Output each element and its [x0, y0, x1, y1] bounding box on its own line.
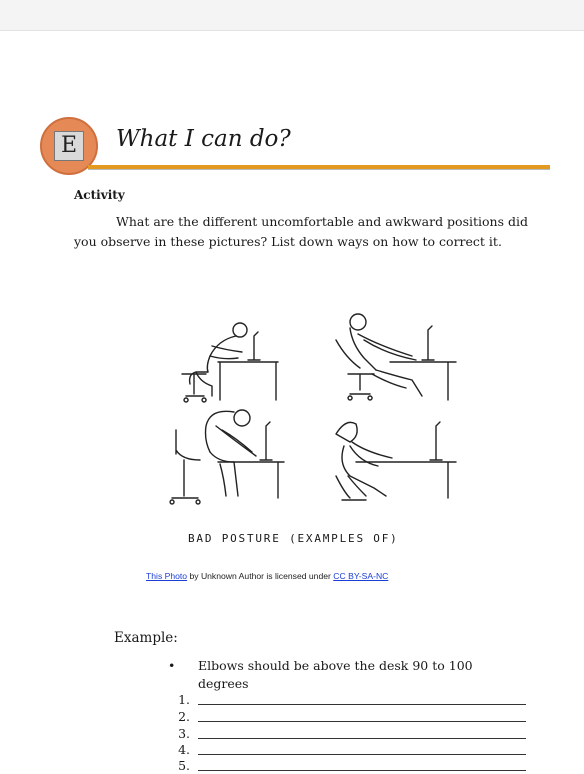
image-credit	[146, 571, 388, 581]
activity-label: Activity	[74, 188, 125, 202]
section-letter: E	[54, 131, 84, 161]
posture-figure-reclined	[336, 314, 456, 400]
credit-text: by Unknown Author is licensed under	[187, 571, 334, 581]
blank-line	[198, 738, 526, 739]
posture-figure-hunched	[182, 323, 278, 402]
posture-figure-leaning	[336, 422, 456, 500]
activity-instructions: What are the different uncomfortable and awkward positions did you observe in these pictures? List down ways on how to correct it.	[74, 214, 528, 249]
answer-number: 3.	[178, 726, 190, 741]
viewer-top-bar	[0, 0, 584, 31]
blank-line	[198, 770, 526, 771]
bullet-marker: •	[168, 658, 176, 673]
photo-link[interactable]: This Photo	[146, 571, 188, 581]
answer-number: 5.	[178, 758, 190, 773]
answer-number: 1.	[178, 692, 190, 707]
illustration-caption: BAD POSTURE (EXAMPLES OF)	[188, 532, 399, 545]
title-underline-shadow	[88, 169, 550, 170]
section-title: What I can do?	[116, 126, 291, 152]
bad-posture-illustration	[160, 300, 460, 560]
blank-line	[198, 754, 526, 755]
answer-number: 2.	[178, 709, 190, 724]
posture-figure-slumped	[170, 410, 284, 504]
blank-line	[198, 704, 526, 705]
blank-line	[198, 721, 526, 722]
license-link[interactable]: CC BY-SA-NC	[333, 571, 389, 581]
answer-number: 4.	[178, 742, 190, 757]
example-label: Example:	[114, 630, 178, 646]
example-answer: Elbows should be above the desk 90 to 100 degrees	[198, 658, 473, 691]
